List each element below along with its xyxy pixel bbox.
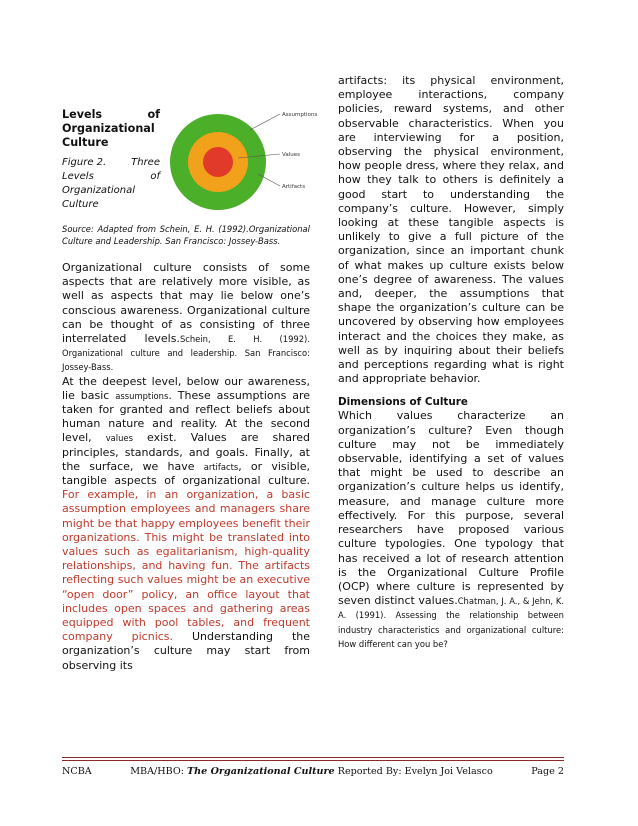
term: values [105,433,133,444]
term: assumptions [115,390,169,401]
citation: Schein, E. H. (1992). Organizational culture and leadership. San Francisco: Jossey-Bass. [62,334,310,373]
caption-part: Culture [62,199,99,210]
text: At the deepest level, below our awareness, lie basic [62,374,310,402]
footer-text: Reported By: Evelyn Joi Velasco [337,766,493,777]
heading-word: of [147,108,160,121]
text: , or visible, tangible aspects of organizational culture. [62,459,311,488]
values-label: Values [282,152,300,158]
term: artifacts [203,461,239,472]
paragraph [338,409,564,650]
text: . These assumptions are taken for granted and reflect beliefs about human nature and reality. At the second level, [62,388,311,445]
figure-caption [62,156,160,212]
heading-word: Culture [62,136,109,149]
artifacts-label: Artifacts [282,184,306,190]
caption-part: Organizational [62,185,136,196]
text: Which values characterize an organization’s culture? Even though culture may not be immediately observable, identifying a set of values that might be used to describe an organization’s culture helps us identify, measure, and manage culture more effectively. For this purpose, several researchers have proposed various culture typologies. One typology that has received a lot of research attention is the Organizational Culture Profile (OCP) where culture is represented by seven distinct values. [338,409,564,608]
citation: Chatman, J. A., & Jehn, K. A. (1991). Assessing the relationship between industry characteristics and organizational culture: How different can you be? [338,596,564,649]
footer-text: MBA/HBO: [130,766,184,777]
paragraph: artifacts: its physical environment, employee interactions, company policies, reward systems, and other observable characteristics. When you are interviewing for a position, observing the physical environment, how people dress, where they relax, and how they talk to others is definitely a good start to understanding the company’s culture. However, simply looking at these tangible aspects is unlikely to give a full picture of the organization, since an important chunk of what makes up culture exists below one’s degree of awareness. The values and, deeper, the assumptions that shape the organization’s culture can be uncovered by observing how employees interact and the choices they make, as well as by inquiring about their beliefs and perceptions regarding what is right and appropriate behavior. [338,74,564,386]
example-text: For example, in an organization, a basic assumption employees and managers share might be that happy employees benefit their organizations. This might be translated into values such as egalitarianism, high-quality relationships, and having fun. The artifacts reflecting such values might be an executive “open door” policy, an office layout that includes open spaces and gathering areas equipped with pool tables, and frequent company picnics. [62,488,310,644]
caption-part: Levels [62,171,94,182]
assumptions-core [203,147,233,177]
text: exist. Values are shared principles, standards, and goals. Finally, at the surface, we have [62,431,311,473]
section-heading: Dimensions of Culture [338,396,468,409]
page-footer [62,766,564,777]
caption-part: of [150,171,160,182]
footer-rule [62,757,564,758]
assumptions-label: Assumptions [282,112,318,118]
paragraph [62,261,310,375]
figure-heading [62,108,160,150]
page-number: Page 2 [531,766,564,777]
culture-levels-diagram [168,108,318,218]
footer-middle [130,766,493,777]
paragraph [62,375,310,673]
caption-part: Three [131,157,160,168]
right-column [338,74,564,651]
caption-part: Figure 2. [62,157,107,168]
text: Understanding the organization’s culture may start from observing its [62,630,310,672]
footer-title: The Organizational Culture [187,766,335,777]
pointer-line [250,114,280,130]
text: Organizational culture consists of some aspects that are relatively more visible, as well as aspects that may lie below one’s conscious awareness. Organizational culture can be thought of as consisting of three interrelated levels. [62,261,310,346]
heading-word: Organizational [62,122,155,135]
footer-rule [62,760,564,761]
footer-left: NCBA [62,766,92,777]
heading-word: Levels [62,108,103,121]
figure-source: Source: Adapted from Schein, E. H. (1992).Organizational Culture and Leadership. San Francisco: Jossey-Bass. [62,224,310,246]
